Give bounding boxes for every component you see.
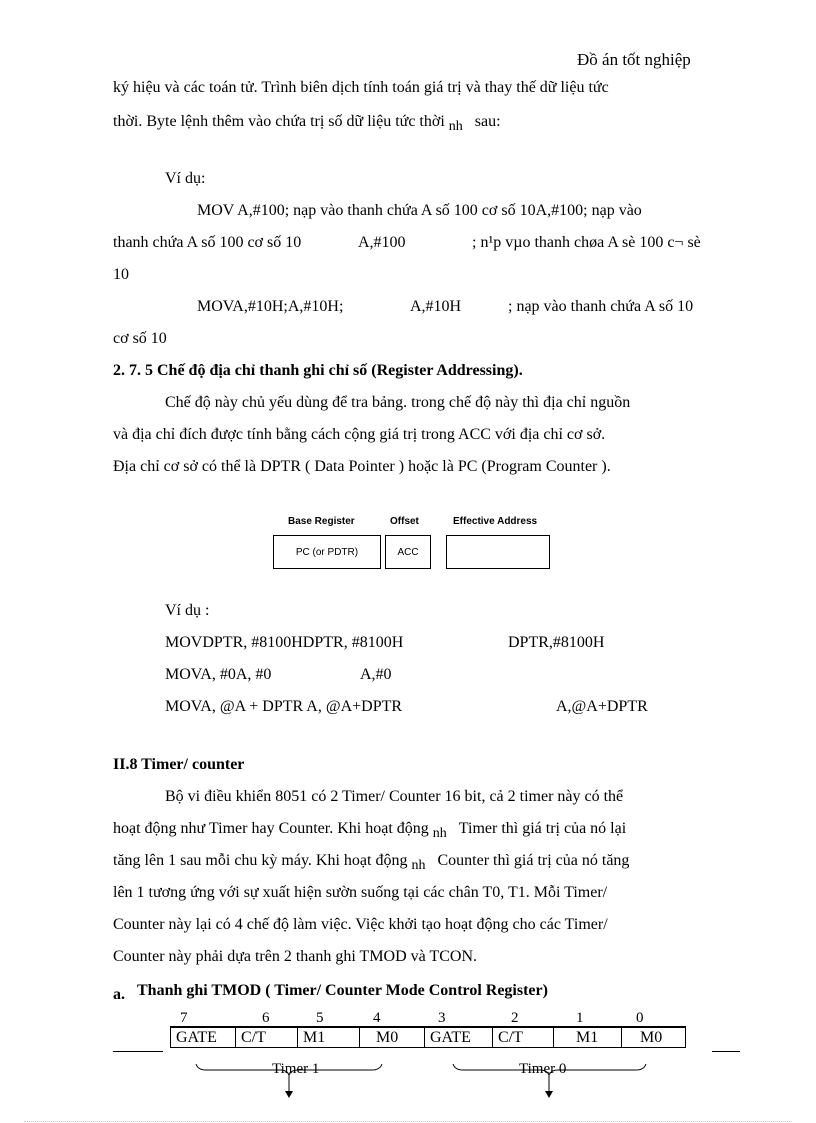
section-heading: II.8 Timer/ counter <box>113 756 245 773</box>
tmod-bit-ct-timer1: C/T <box>235 1027 298 1048</box>
paragraph-line: và địa chỉ đích được tính bằng cách cộng giá trị trong ACC với địa chỉ cơ sở. <box>113 426 606 443</box>
paragraph-line: Chế độ này chủ yếu dùng để tra bảng. trong chế độ này thì địa chỉ nguồn <box>165 394 631 411</box>
bit-number: 6 <box>262 1010 270 1026</box>
paragraph-line: Counter này lại có 4 chế độ làm việc. Việc khởi tạo hoạt động cho các Timer/ <box>113 916 608 933</box>
code-line: ; nạp vào thanh chứa A số 10 <box>508 298 694 315</box>
bit-number: 4 <box>373 1010 381 1026</box>
offset-box: ACC <box>385 535 431 569</box>
text-span: thời. Byte lệnh thêm vào chứa trị số dữ liệu tức thời <box>113 113 445 130</box>
subsection-marker: a. <box>113 986 125 1003</box>
code-line: A,#10H <box>410 298 462 315</box>
bit-number: 5 <box>316 1010 324 1026</box>
code-line: MOV A,#100; nạp vào thanh chứa A số 100 cơ số 10A,#100; nạp vào <box>197 202 642 219</box>
text-span: nh <box>448 119 463 134</box>
timer1-label: Timer 1 <box>272 1061 320 1077</box>
section-heading: 2. 7. 5 Chế độ địa chỉ thanh ghi chỉ số (Register Addressing). <box>113 362 523 379</box>
timer1-arrow-head <box>285 1091 293 1098</box>
code-line: A,#0 <box>360 666 392 683</box>
timer0-label: Timer 0 <box>519 1061 567 1077</box>
example-label: Ví dụ: <box>165 170 206 187</box>
tmod-bit-gate-timer0: GATE <box>424 1027 493 1048</box>
code-line: ; n¹p vµo thanh chøa A sè 100 c¬ sè <box>472 234 701 251</box>
bit-number: 0 <box>636 1010 644 1026</box>
text-span: hoạt động như Timer hay Counter. Khi hoạt động <box>113 820 429 837</box>
code-line: MOVA, @A + DPTR A, @A+DPTR <box>165 698 403 715</box>
code-line: cơ số 10 <box>113 330 167 347</box>
code-line: MOVA,#10H;A,#10H; <box>197 298 344 315</box>
base-register-caption: Base Register <box>288 516 355 527</box>
paragraph-line: Bộ vi điều khiển 8051 có 2 Timer/ Counter 16 bit, cả 2 timer này có thể <box>165 788 624 805</box>
bit-number: 3 <box>438 1010 446 1026</box>
bit-number: 7 <box>180 1010 188 1026</box>
tmod-bit-m0-timer1: M0 <box>359 1027 425 1048</box>
text-span: nh <box>411 858 426 873</box>
effective-address-caption: Effective Address <box>453 516 538 527</box>
base-register-box: PC (or PDTR) <box>273 535 381 569</box>
tmod-bit-gate-timer1: GATE <box>170 1027 236 1048</box>
code-line: DPTR,#8100H <box>508 634 605 651</box>
page-bottom-border <box>24 1121 792 1122</box>
tmod-bit-m0-timer0: M0 <box>621 1027 686 1048</box>
code-line: MOVDPTR, #8100HDPTR, #8100H <box>165 634 404 651</box>
paragraph-line: lên 1 tương ứng với sự xuất hiện sườn suống tại các chân T0, T1. Mỗi Timer/ <box>113 884 608 901</box>
text-span: Counter thì giá trị của nó tăng <box>437 852 630 869</box>
paragraph-line: ký hiệu và các toán tử. Trình biên dịch tính toán giá trị và thay thế dữ liệu tức <box>113 79 609 96</box>
text-span: Timer thì giá trị của nó lại <box>458 820 627 837</box>
text-span: nh <box>432 826 447 841</box>
code-line: MOVA, #0A, #0 <box>165 666 272 683</box>
paragraph-line: Địa chỉ cơ sở có thể là DPTR ( Data Pointer ) hoặc là PC (Program Counter ). <box>113 458 611 475</box>
code-line: thanh chứa A số 100 cơ số 10 <box>113 234 302 251</box>
page-header-title: Đồ án tốt nghiệp <box>577 50 691 69</box>
bit-number: 1 <box>576 1010 584 1026</box>
timer0-arrow-head <box>545 1091 553 1098</box>
code-line: 10 <box>113 266 129 283</box>
offset-caption: Offset <box>390 516 419 527</box>
bit-number: 2 <box>511 1010 519 1026</box>
text-span: tăng lên 1 sau mỗi chu kỳ máy. Khi hoạt động <box>113 852 408 869</box>
example-label: Ví dụ : <box>165 602 210 619</box>
subsection-heading: Thanh ghi TMOD ( Timer/ Counter Mode Control Register) <box>137 982 548 999</box>
text-span: sau: <box>474 113 501 130</box>
tmod-bit-m1-timer1: M1 <box>297 1027 360 1048</box>
code-line: A,#100 <box>358 234 406 251</box>
code-line: A,@A+DPTR <box>556 698 648 715</box>
paragraph-line: Counter này phải dựa trên 2 thanh ghi TMOD và TCON. <box>113 948 478 965</box>
tmod-bit-ct-timer0: C/T <box>492 1027 554 1048</box>
tmod-bit-m1-timer0: M1 <box>553 1027 622 1048</box>
